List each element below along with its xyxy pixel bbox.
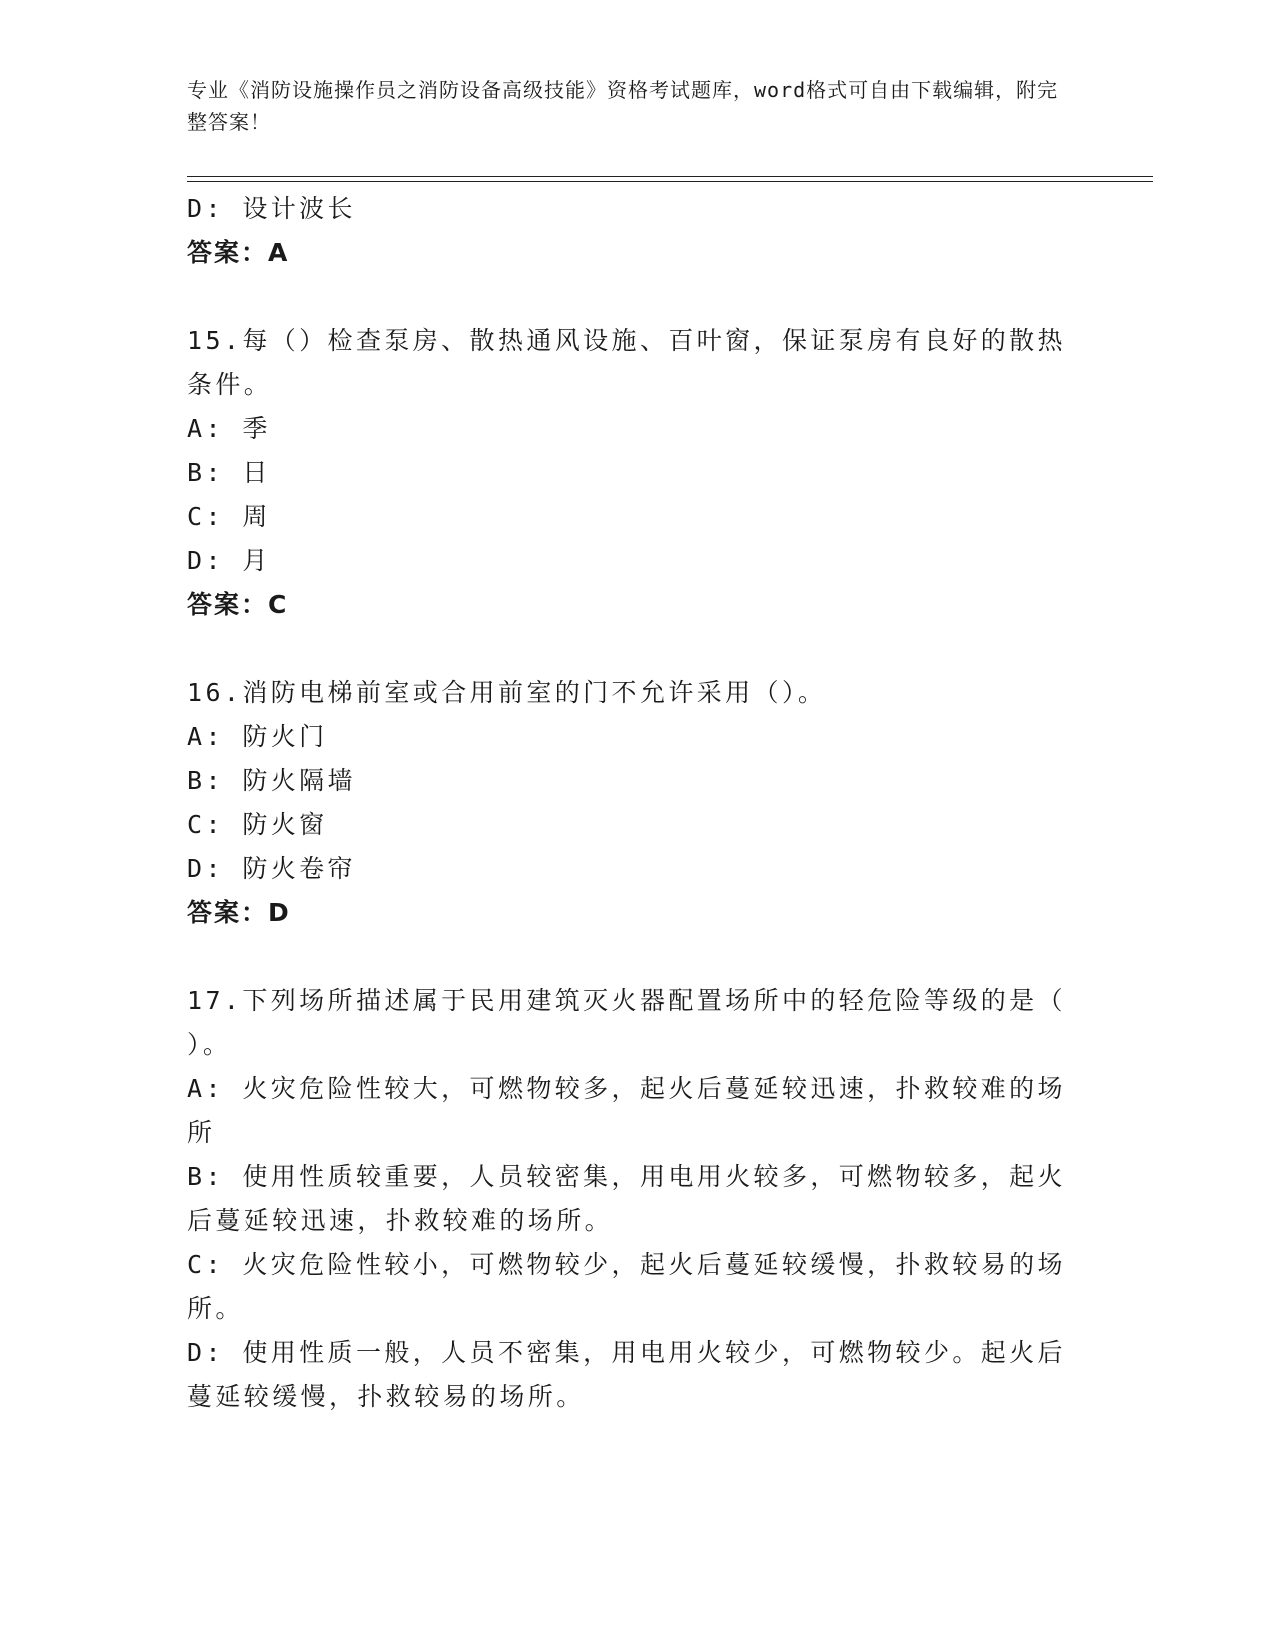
q16-answer: 答案：D — [187, 898, 291, 927]
q17-stem-line2: ）。 — [187, 1030, 232, 1059]
q16-option-d: D: 防火卷帘 — [187, 854, 356, 883]
q17-option-b-line1: B: 使用性质较重要，人员较密集，用电用火较多，可燃物较多，起火 — [187, 1162, 1066, 1191]
q17-option-c-line2: 所。 — [187, 1294, 244, 1323]
q17-option-d-line2: 蔓延较缓慢，扑救较易的场所。 — [187, 1382, 585, 1411]
q17-option-b-line2: 后蔓延较迅速，扑救较难的场所。 — [187, 1206, 614, 1235]
q15-option-a: A: 季 — [187, 414, 271, 443]
q17-option-c-line1: C: 火灾危险性较小，可燃物较少，起火后蔓延较缓慢，扑救较易的场 — [187, 1250, 1066, 1279]
q17-option-a-line1: A: 火灾危险性较大，可燃物较多，起火后蔓延较迅速，扑救较难的场 — [187, 1074, 1066, 1103]
q17-stem-line1: 17.下列场所描述属于民用建筑灭火器配置场所中的轻危险等级的是（ — [187, 986, 1066, 1015]
header-divider-top — [187, 176, 1153, 177]
q17-option-a-line2: 所 — [187, 1118, 216, 1147]
q15-stem-line1: 15.每（）检查泵房、散热通风设施、百叶窗，保证泵房有良好的散热 — [187, 326, 1066, 355]
q15-option-d: D: 月 — [187, 546, 271, 575]
q15-answer: 答案：C — [187, 590, 289, 619]
q15-option-c: C: 周 — [187, 502, 271, 531]
header-divider-bottom — [187, 181, 1153, 182]
q16-option-b: B: 防火隔墙 — [187, 766, 356, 795]
q15-option-b: B: 日 — [187, 458, 271, 487]
prev-option-d: D: 设计波长 — [187, 194, 356, 223]
q16-option-a: A: 防火门 — [187, 722, 328, 751]
prev-answer: 答案：A — [187, 238, 290, 267]
q17-option-d-line1: D: 使用性质一般，人员不密集，用电用火较少，可燃物较少。起火后 — [187, 1338, 1066, 1367]
q16-stem-line1: 16.消防电梯前室或合用前室的门不允许采用（）。 — [187, 678, 827, 707]
document-header: 专业《消防设施操作员之消防设备高级技能》资格考试题库，word格式可自由下载编辑，附完整答案！ — [187, 78, 1059, 134]
q16-option-c: C: 防火窗 — [187, 810, 328, 839]
q15-stem-line2: 条件。 — [187, 370, 273, 399]
